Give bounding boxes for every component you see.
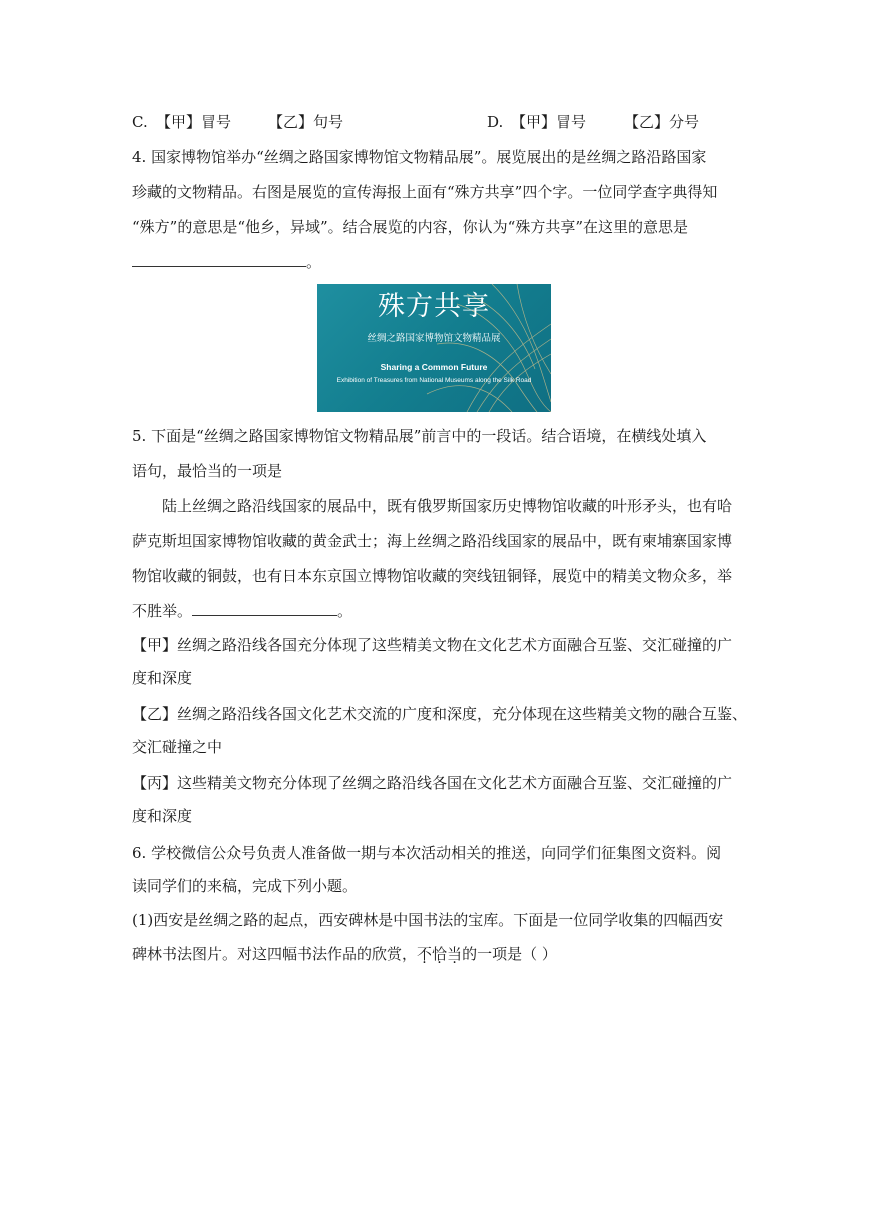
q5-passage-line-1: 陆上丝绸之路沿线国家的展品中，既有俄罗斯国家历史博物馆收藏的叶形矛头，也有哈 [162,497,733,515]
poster-subtitle-cn: 丝绸之路国家博物馆文物精品展 [367,333,501,344]
poster-subtitle-en: Exhibition of Treasures from National Museums along the Silk Road [336,377,532,384]
q6-sub-1-line-2 [132,944,557,964]
q4-line-2: 珍藏的文物精品。右图是展览的宣传海报上面有“殊方共享”四个字。一位同学查字典得知 [132,183,718,201]
q6-line-1: 6. 学校微信公众号负责人准备做一期与本次活动相关的推送，向同学们征集图文资料。阅 [132,844,722,862]
q5-option-yi-line-2: 交汇碰撞之中 [132,738,223,756]
q6-line-2: 读同学们的来稿，完成下列小题。 [132,877,358,895]
q5-option-jia-line-1: 【甲】丝绸之路沿线各国充分体现了这些精美文物在文化艺术方面融合互鉴、交汇碰撞的广 [132,636,733,654]
option-c-yi: 【乙】句号 [268,113,344,131]
q5-option-jia-line-2: 度和深度 [132,669,193,687]
q4-answer-blank[interactable] [132,252,306,267]
exhibition-poster [317,284,551,412]
q5-passage-line-2: 萨克斯坦国家博物馆收藏的黄金武士；海上丝绸之路沿线国家的展品中，既有柬埔寨国家博 [132,532,733,550]
q4-line-1: 4. 国家博物馆举办“丝绸之路国家博物馆文物精品展”。展览展出的是丝绸之路沿路国家 [132,148,707,166]
poster-title-cn: 殊方共享 [378,291,490,322]
q5-passage-line-4-end: 。 [337,602,353,620]
q6-sub-1-line-2-start: 碑林书法图片。对这四幅书法作品的欣赏， [132,945,418,963]
q6-sub-1-line-2-end: 的一项是（ ） [462,945,557,963]
q4-line-4-end: 。 [306,253,322,271]
emphasis-char-dang: 当 [447,945,463,963]
q5-option-yi-line-1: 【乙】丝绸之路沿线各国文化艺术交流的广度和深度，充分体现在这些精美文物的融合互鉴、 [132,705,748,723]
q5-passage-line-3: 物馆收藏的铜鼓，也有日本东京国立博物馆收藏的突线钮铜铎，展览中的精美文物众多，举 [132,567,733,585]
q5-answer-blank[interactable] [192,601,337,616]
q4-line-3: “殊方”的意思是“他乡，异域”。结合展览的内容，你认为“殊方共享”在这里的意思是 [132,218,689,236]
option-d-label: D. [487,113,504,131]
q4-answer-line [132,252,321,272]
q5-option-bing-line-2: 度和深度 [132,807,193,825]
emphasis-char-qia: 恰 [432,945,448,963]
option-c-jia: 【甲】冒号 [156,113,232,131]
q5-option-bing-line-1: 【丙】这些精美文物充分体现了丝绸之路沿线各国在文化艺术方面融合互鉴、交汇碰撞的广 [132,774,733,792]
q5-passage-line-4 [132,601,352,621]
poster-title-en: Sharing a Common Future [380,362,488,372]
q5-passage-line-4-start: 不胜举。 [132,602,193,620]
q6-sub-1-line-1: (1)西安是丝绸之路的起点，西安碑林是中国书法的宝库。下面是一位同学收集的四幅西安 [132,911,724,929]
emphasis-char-bu: 不 [417,945,433,963]
q5-line-1: 5. 下面是“丝绸之路国家博物馆文物精品展”前言中的一段话。结合语境，在横线处填入 [132,427,707,445]
q5-line-2: 语句，最恰当的一项是 [132,462,283,480]
option-c-label: C. [132,113,148,131]
option-d-yi: 【乙】分号 [624,113,700,131]
option-d-jia: 【甲】冒号 [511,113,587,131]
